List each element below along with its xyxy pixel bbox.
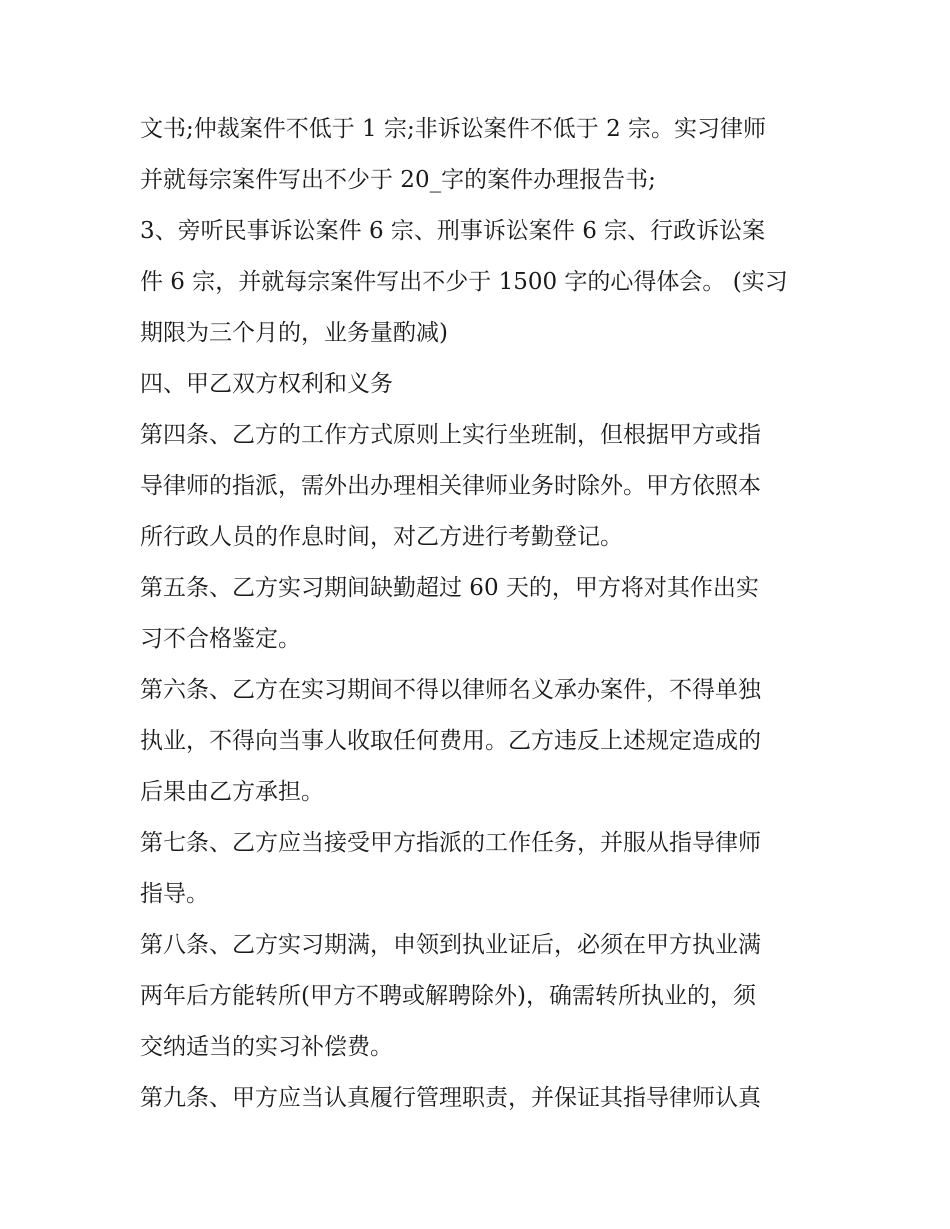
text-line-16: 指导。 [140, 881, 209, 907]
text-line-7: 第四条、乙方的工作方式原则上实行坐班制，但根据甲方或指 [140, 422, 761, 448]
text-line-14: 后果由乙方承担。 [140, 779, 324, 805]
text-line-11: 习不合格鉴定。 [140, 626, 301, 652]
text-line-13: 执业，不得向当事人收取任何费用。乙方违反上述规定造成的 [140, 728, 761, 754]
text-line-2: 并就每宗案件写出不少于 20_字的案件办理报告书; [140, 167, 656, 193]
text-line-18: 两年后方能转所(甲方不聘或解聘除外)，确需转所执业的，须 [140, 983, 756, 1009]
text-line-15: 第七条、乙方应当接受甲方指派的工作任务，并服从指导律师 [140, 830, 761, 856]
text-line-17: 第八条、乙方实习期满，申领到执业证后，必须在甲方执业满 [140, 932, 761, 958]
section-heading: 四、甲乙双方权利和义务 [140, 371, 393, 397]
text-line-5: 期限为三个月的，业务量酌减) [140, 320, 448, 346]
text-line-10: 第五条、乙方实习期间缺勤超过 60 天的，甲方将对其作出实 [140, 575, 759, 601]
text-line-19: 交纳适当的实习补偿费。 [140, 1034, 393, 1060]
text-line-4: 件 6 宗，并就每宗案件写出不少于 1500 字的心得体会。 (实习 [140, 269, 788, 295]
text-line-9: 所行政人员的作息时间，对乙方进行考勤登记。 [140, 524, 623, 550]
text-line-12: 第六条、乙方在实习期间不得以律师名义承办案件，不得单独 [140, 677, 761, 703]
document-body [140, 104, 812, 1124]
text-line-20: 第九条、甲方应当认真履行管理职责，并保证其指导律师认真 [140, 1085, 761, 1111]
text-line-8: 导律师的指派，需外出办理相关律师业务时除外。甲方依照本 [140, 473, 761, 499]
text-line-3: 3、旁听民事诉讼案件 6 宗、刑事诉讼案件 6 宗、行政诉讼案 [140, 218, 766, 244]
text-line-1: 文书;仲裁案件不低于 1 宗;非诉讼案件不低于 2 宗。实习律师 [140, 116, 767, 142]
